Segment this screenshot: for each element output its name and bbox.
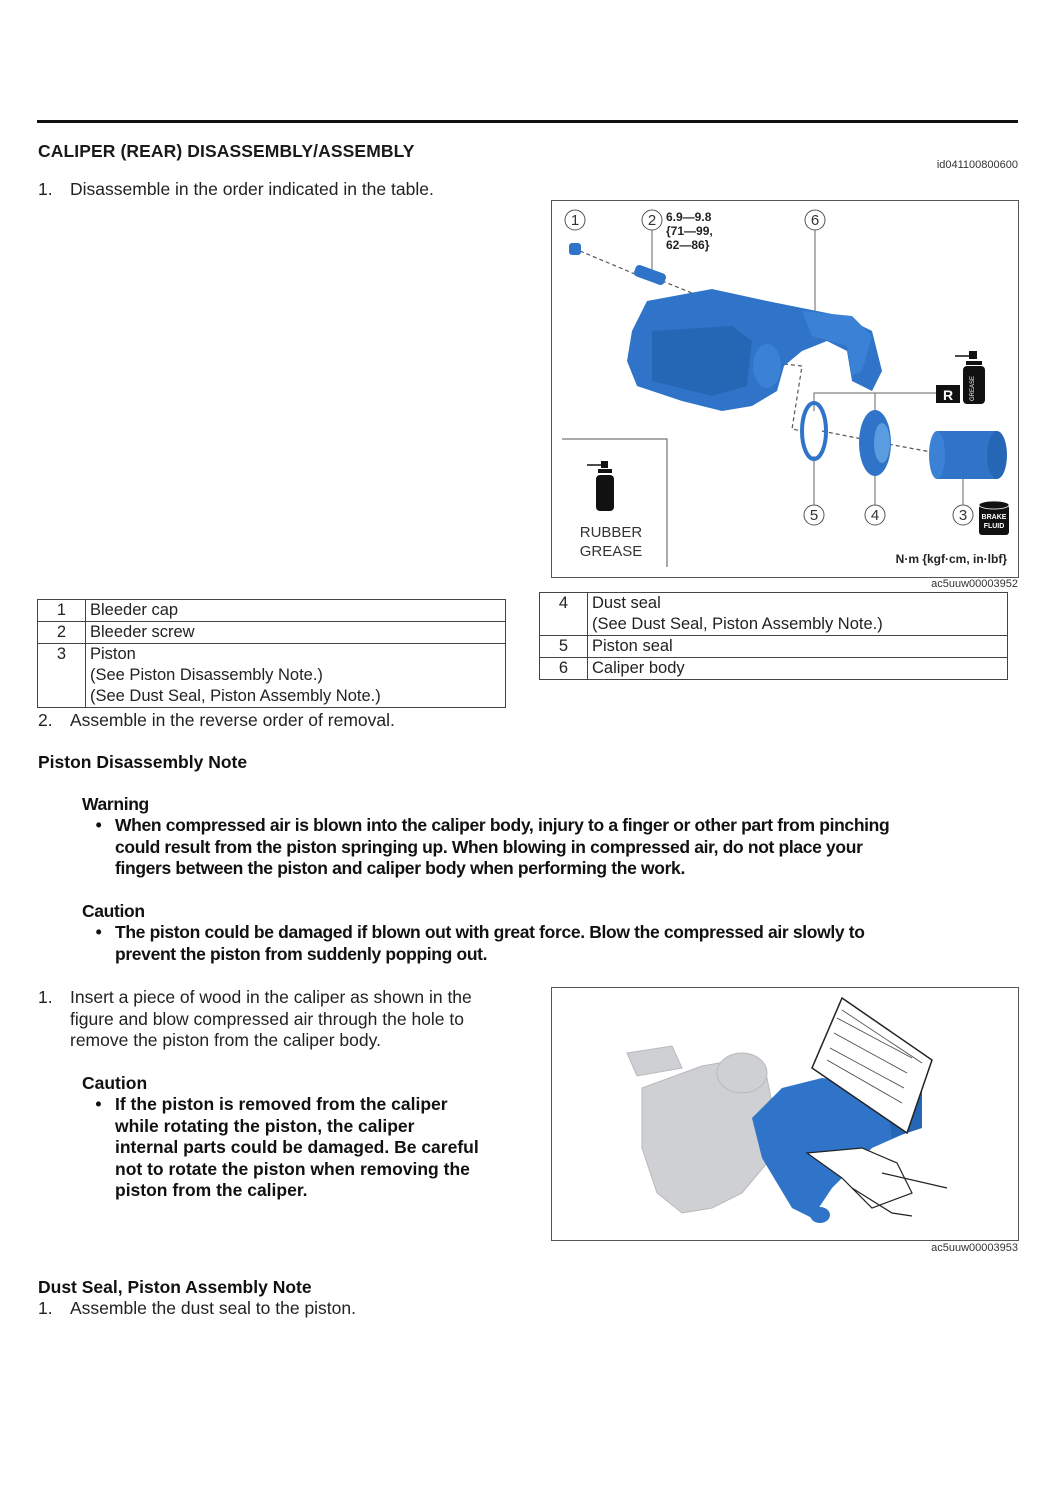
- piston-removal-figure: [551, 987, 1019, 1241]
- step-text: Assemble the dust seal to the piston.: [70, 1298, 356, 1318]
- brake-fluid-icon: [979, 501, 1009, 535]
- note-reference: (See Piston Disassembly Note.): [90, 666, 323, 684]
- step-assemble: [38, 710, 395, 731]
- torque-spec: 6.9—9.8 {71—99, 62—86}: [666, 210, 713, 252]
- table-row: [540, 658, 1008, 680]
- exploded-caliper-illustration: [552, 201, 1018, 577]
- callout-5: [804, 505, 824, 525]
- part-number: 6: [540, 658, 588, 680]
- part-name: Bleeder screw: [86, 622, 506, 644]
- parts-table-left: [37, 599, 506, 708]
- part-name: Bleeder cap: [86, 600, 506, 622]
- torque-units: N·m {kgf·cm, in·lbf}: [895, 552, 1007, 566]
- step-assemble-dust-seal: [38, 1298, 356, 1319]
- warning-block: [82, 794, 1022, 880]
- step-text: Assemble in the reverse order of removal.: [70, 710, 395, 730]
- bleeder-cap-part: [569, 243, 581, 255]
- bleeder-screw-part: [633, 264, 667, 286]
- part-name: Dust seal (See Dust Seal, Piston Assembly Note.): [588, 593, 1008, 636]
- svg-text:3: 3: [958, 507, 968, 524]
- callout-2: [642, 210, 662, 230]
- caliper-motor-housing: [627, 1046, 777, 1213]
- reuse-r-badge: [936, 385, 960, 403]
- section-title: CALIPER (REAR) DISASSEMBLY/ASSEMBLY: [38, 141, 415, 161]
- svg-text:BRAKE: BRAKE: [981, 514, 1007, 521]
- caution-block: [82, 901, 1022, 965]
- bullet: •: [95, 1094, 102, 1114]
- part-number: 5: [540, 636, 588, 658]
- step-disassemble: [38, 179, 434, 200]
- piston-part: [929, 431, 1007, 479]
- piston-removal-illustration: [552, 988, 1018, 1240]
- callout-label: 1: [570, 212, 580, 229]
- table-row: [540, 593, 1008, 636]
- caution-text: The piston could be damaged if blown out with great force. Blow the compressed air slowly to prevent the piston from suddenly popping out.: [115, 922, 865, 964]
- caution-label: Caution: [82, 1073, 148, 1093]
- svg-text:FLUID: FLUID: [983, 523, 1005, 530]
- step-number: 1.: [38, 179, 53, 199]
- dust-seal-note-heading: Dust Seal, Piston Assembly Note: [38, 1277, 312, 1297]
- rubber-grease-label: RUBBER GREASE: [579, 524, 643, 560]
- warning-label: Warning: [82, 794, 149, 814]
- header-rule: [37, 120, 1018, 123]
- caution-block-2: [82, 1073, 522, 1202]
- step-insert-wood: [38, 987, 472, 1052]
- svg-text:R: R: [942, 387, 954, 403]
- table-row: [38, 600, 506, 622]
- piston-disassembly-heading: Piston Disassembly Note: [38, 752, 248, 772]
- part-number: 2: [38, 622, 86, 644]
- step-number: 2.: [38, 710, 53, 730]
- step-number: 1.: [38, 987, 53, 1007]
- svg-text:6: 6: [810, 212, 820, 229]
- document-id: id041100800600: [936, 159, 1018, 171]
- svg-text:GREASE: GREASE: [970, 375, 976, 401]
- part-number: 4: [540, 593, 588, 636]
- callout-1: [565, 210, 585, 230]
- svg-text:2: 2: [647, 212, 657, 229]
- caution-text: If the piston is removed from the caliper while rotating the piston, the caliper internal parts could be damaged. Be careful not to rotate the piston when removing the piston from the caliper.: [115, 1094, 479, 1200]
- part-name: Piston (See Piston Disassembly Note.) (See Dust Seal, Piston Assembly Note.): [86, 644, 506, 708]
- table-row: [38, 622, 506, 644]
- figure-image-id: ac5uuw00003952: [931, 578, 1018, 590]
- parts-table-right: [539, 592, 1008, 680]
- svg-text:5: 5: [809, 507, 819, 524]
- bullet: •: [95, 815, 102, 835]
- note-reference: (See Dust Seal, Piston Assembly Note.): [90, 687, 381, 705]
- step-text: Insert a piece of wood in the caliper as shown in the figure and blow compressed air through the hole to remove the piston from the caliper body.: [70, 987, 472, 1050]
- callout-6: [805, 210, 825, 230]
- table-row: [540, 636, 1008, 658]
- warning-text: When compressed air is blown into the caliper body, injury to a finger or other part from pinching could result from the piston springing up. When blowing in compressed air, do not place your fingers between the piston and caliper body when performing the work.: [115, 815, 890, 878]
- part-number: 1: [38, 600, 86, 622]
- figure-image-id: ac5uuw00003953: [931, 1242, 1018, 1254]
- part-number: 3: [38, 644, 86, 708]
- bullet: •: [95, 922, 102, 942]
- exploded-view-figure: [551, 200, 1019, 578]
- step-text: Disassemble in the order indicated in the table.: [70, 179, 434, 199]
- svg-text:4: 4: [870, 507, 880, 524]
- step-number: 1.: [38, 1298, 53, 1318]
- callout-4: [865, 505, 885, 525]
- part-name: Piston seal: [588, 636, 1008, 658]
- note-reference: (See Dust Seal, Piston Assembly Note.): [592, 615, 883, 633]
- part-name: Caliper body: [588, 658, 1008, 680]
- table-row: [38, 644, 506, 708]
- caution-label: Caution: [82, 901, 145, 921]
- rubber-grease-icon: [587, 461, 614, 511]
- callout-3: [953, 505, 973, 525]
